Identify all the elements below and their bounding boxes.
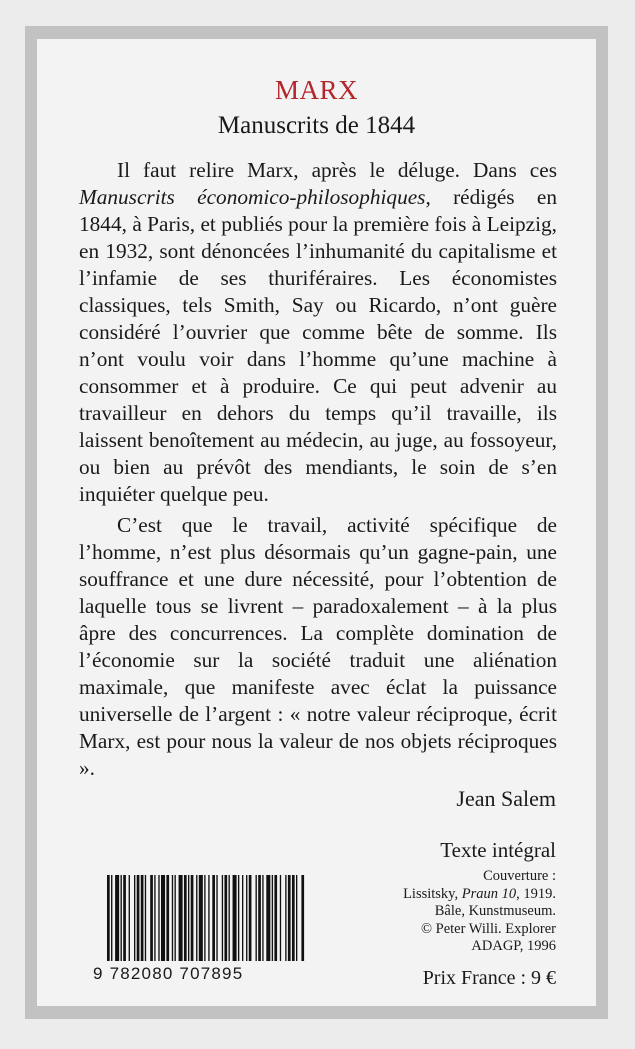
barcode-bar — [150, 875, 153, 961]
barcode-bar — [123, 875, 126, 961]
barcode-bar — [141, 875, 144, 961]
barcode-bar — [115, 875, 119, 961]
blurb-paragraph-2: C’est que le travail, activité spécifique de l’homme, n’est plus désormais qu’un gagne-pain, une souffrance et une dure nécessité, pour l’obtention de laquelle tous se livrent – paradoxalement – à la plus âpre des concurrences. La complète domination de l’économie sur la société traduit une aliénation maximale, que manifeste avec éclat la puissance universelle de l’argent : « notre valeur réciproque, écrit Marx, est pour nous la valeur de nos objets réciproques ». — [79, 513, 557, 780]
barcode-bar — [204, 875, 205, 961]
barcode-bar — [129, 875, 130, 961]
barcode-bar — [296, 875, 297, 961]
barcode-bar — [288, 875, 291, 961]
credits-line-2 — [336, 886, 556, 904]
barcode-bar — [154, 875, 155, 961]
barcode-bar — [229, 875, 230, 961]
barcode-bar — [285, 875, 286, 961]
barcode-bar — [233, 875, 237, 961]
cover-credits — [336, 868, 556, 956]
barcode-bar — [256, 875, 257, 961]
barcode-bar — [274, 875, 277, 961]
blurb-p1-start: Il faut relire Marx, après le déluge. Dans ces — [117, 158, 557, 182]
barcode — [93, 873, 313, 985]
barcode-bar — [212, 875, 215, 961]
credits-line-5: ADAGP, 1996 — [471, 938, 556, 954]
signature: Jean Salem — [456, 786, 556, 811]
price-label: Prix France : 9 € — [422, 967, 556, 989]
barcode-bar — [158, 875, 159, 961]
barcode-digits: 9 782080 707895 — [93, 964, 244, 983]
barcode-bar — [161, 875, 165, 961]
barcode-bar — [111, 875, 112, 961]
barcode-bar — [246, 875, 247, 961]
book-title: Manuscrits de 1844 — [217, 112, 416, 139]
barcode-bar — [121, 875, 122, 961]
barcode-bar — [172, 875, 173, 961]
credits-line-1: Couverture : — [483, 868, 556, 884]
credits-artist: Lissitsky, — [403, 885, 462, 902]
barcode-bar — [249, 875, 252, 961]
credits-line-4: © Peter Willi. Explorer — [421, 920, 556, 937]
edition-note: Texte intégral — [440, 838, 556, 862]
blurb-p1-work-title: Manuscrits économico-philosophiques — [79, 185, 426, 209]
barcode-bar — [224, 875, 227, 961]
barcode-bar — [199, 875, 203, 961]
barcode-bar — [208, 875, 209, 961]
barcode-icon — [93, 873, 315, 963]
barcode-bar — [134, 875, 135, 961]
barcode-bar — [266, 875, 270, 961]
barcode-bar — [216, 875, 217, 961]
barcode-bar — [262, 875, 263, 961]
credits-line-3: Bâle, Kunstmuseum. — [434, 903, 556, 919]
author-name: MARX — [274, 75, 358, 105]
barcode-bar — [188, 875, 189, 961]
barcode-bar — [301, 875, 304, 961]
barcode-bar — [179, 875, 183, 961]
blurb-p1-rest: , rédigés en 1844, à Paris, et publiés pour la première fois à Leipzig, en 1932, sont dénoncées l’inhumanité du capitalisme et l’infamie de ses thuriféraires. Les économistes classiques, tels Smith, Say ou Ricardo, n’ont guère considéré l’ouvrier que comme bête de somme. Ils n’ont voulu voir dans l’homme qu’une machine à consommer et à produire. Ce qui peut advenir au travailleur en dehors du temps qu’il travaille, ils laissent benoîtement au médecin, au juge, au fossoyeur, ou bien au prévôt des mendiants, le soin de s’en inquiéter quelque peu. — [79, 185, 557, 506]
credits-artwork: Praun 10 — [461, 885, 517, 902]
barcode-bar — [280, 875, 281, 961]
cover-panel — [37, 39, 596, 1006]
barcode-bar — [242, 875, 243, 961]
blurb-paragraph-1 — [79, 157, 557, 508]
barcode-bar — [258, 875, 261, 961]
cover-frame — [25, 26, 608, 1019]
credits-year: , 1919. — [516, 885, 556, 902]
barcode-bar — [107, 875, 110, 961]
blurb-text — [79, 157, 557, 782]
barcode-bar — [196, 875, 197, 961]
barcode-bar — [191, 875, 194, 961]
barcode-bar — [137, 875, 140, 961]
barcode-bar — [184, 875, 187, 961]
barcode-bar — [238, 875, 239, 961]
barcode-bar — [222, 875, 223, 961]
barcode-bar — [145, 875, 146, 961]
barcode-bar — [166, 875, 169, 961]
barcode-bar — [292, 875, 295, 961]
barcode-bar — [272, 875, 273, 961]
barcode-bar — [175, 875, 176, 961]
